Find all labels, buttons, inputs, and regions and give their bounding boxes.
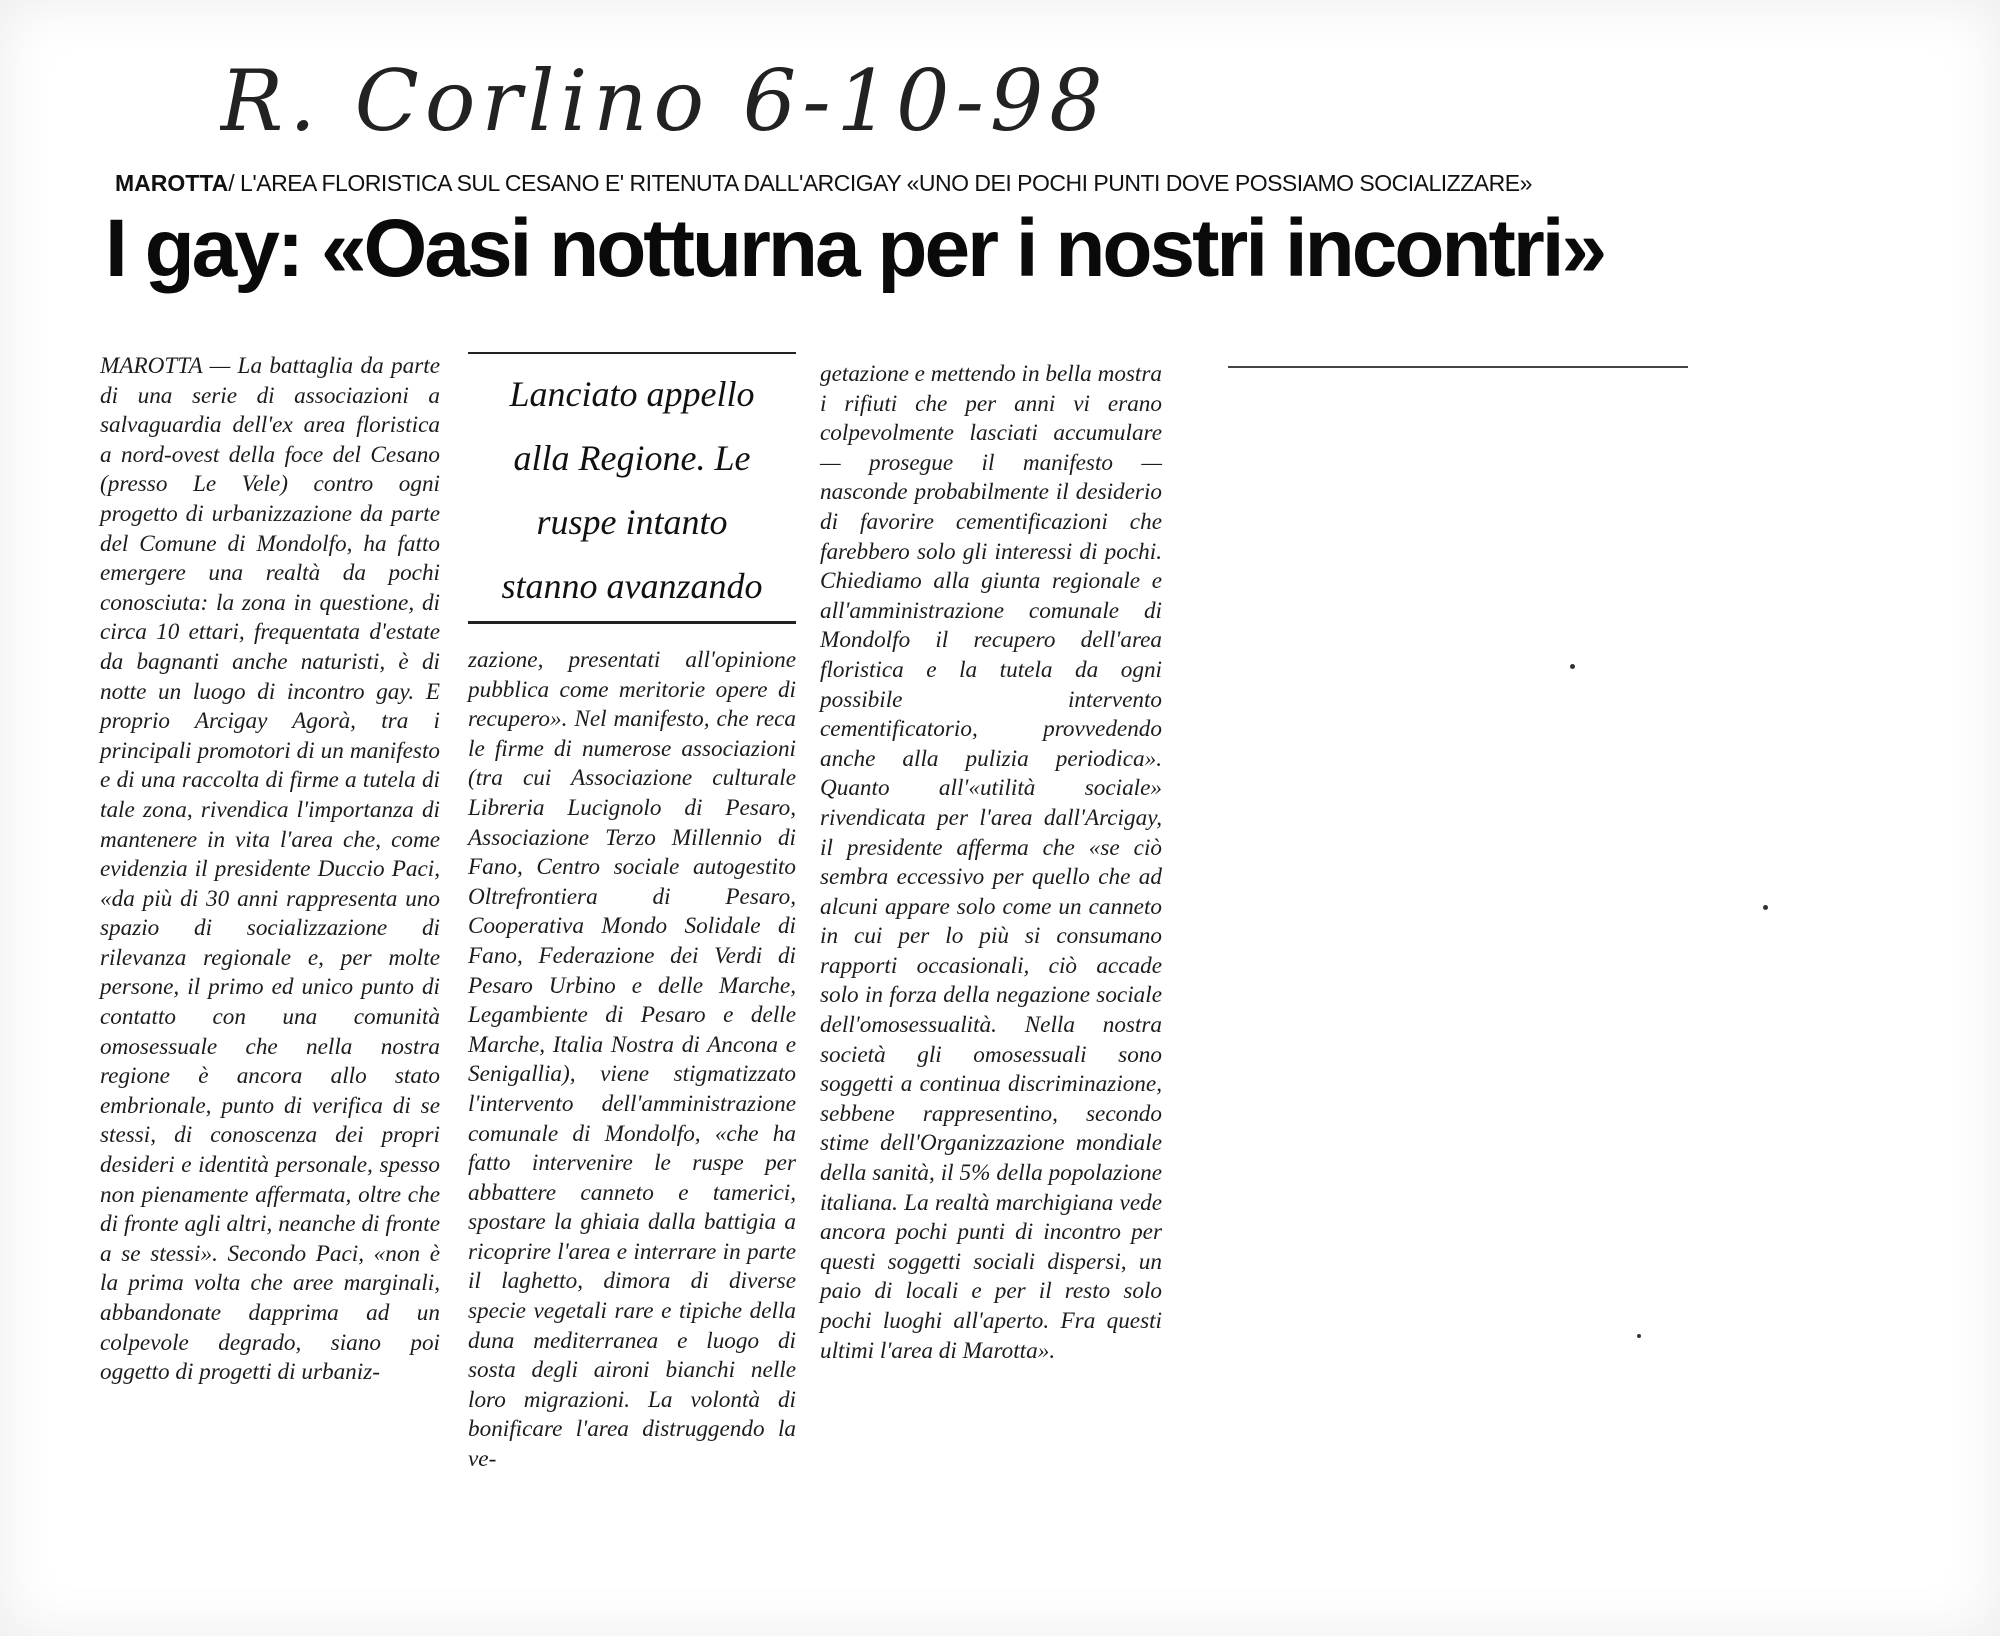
article-column-1-text: MAROTTA — La battaglia da parte di una serie di associazioni a salvaguardia dell'ex area floristica a nord-ovest della foce del Cesano (presso Le Vele) contro ogni progetto di urbanizzazione da parte del Comune di Mondolfo, ha fatto emergere una realtà da pochi conosciuta: la zona in questione, di circa 10 ettari, frequentata d'estate da bagnanti anche naturisti, è di notte un luogo di incontro gay. E proprio Arcigay Agorà, tra i principali promotori di un manifesto e di una raccolta di firme a tutela di tale zona, rivendica l'importanza di mantenere in vita l'area che, come evidenzia il presidente Duccio Paci, «da più di 30 anni rappresenta uno spazio di socializzazione di rilevanza regionale e, per molte persone, il primo ed unico punto di contatto con una comunità omosessuale che nella nostra regione è ancora allo stato embrionale, punto di verifica di se stessi, di conoscenza dei propri desideri e identità personale, spesso non pienamente affermata, oltre che di fronte agli altri, neanche di fronte a se stessi». Secondo Paci, «non è la prima volta che aree marginali, abbandonate dapprima ad un colpevole degrado, siano poi oggetto di progetti di urbaniz- [100, 353, 440, 1386]
pullquote-line-1: Lanciato appello [509, 374, 755, 414]
article-column-2 [468, 352, 796, 1475]
handwritten-note [220, 55, 1420, 155]
headline: I gay: «Oasi notturna per i nostri incontri» [105, 203, 1605, 294]
pullquote-line-4: stanno avanzando [501, 566, 763, 606]
scan-speck [1570, 664, 1575, 669]
column-rule [1228, 366, 1688, 368]
scan-speck [1763, 905, 1768, 910]
scan-speck [1637, 1334, 1641, 1338]
pullquote-line-2: alla Regione. Le [513, 438, 751, 478]
article-column-2-text: zazione, presentati all'opinione pubblica come meritorie opere di recupero». Nel manifesto, che reca le firme di numerose associazioni (tra cui Associazione culturale Libreria Lucignolo di Pesaro, Associazione Terzo Millennio di Fano, Centro sociale autogestito Oltrefrontiera di Pesaro, Cooperativa Mondo Solidale di Fano, Federazione dei Verdi di Pesaro Urbino e delle Marche, Legambiente di Pesaro e delle Marche, Italia Nostra di Ancona e Senigallia), viene stigmatizzato l'intervento dell'amministrazione comunale di Mondolfo, «che ha fatto intervenire le ruspe per abbattere canneto e tamerici, spostare la ghiaia dalla battigia a ricoprire l'area e interrare in parte il laghetto, dimora di diverse specie vegetali rare e tipiche della duna mediterranea e luogo di sosta degli aironi bianchi nelle loro migrazioni. La volontà di bonificare l'area distruggendo la ve- [468, 647, 796, 1473]
pullquote-line-3: ruspe intanto [536, 502, 728, 542]
article-column-3-text: getazione e mettendo in bella mostra i rifiuti che per anni vi erano colpevolmente lasciati accumulare — prosegue il manifesto — nasconde probabilmente il desiderio di favorire cementificazioni che farebbero solo gli interessi di pochi. Chiediamo alla giunta regionale e all'amministrazione comunale di Mondolfo il recupero dell'area floristica e la tutela da ogni possibile intervento cementificatorio, provvedendo anche alla pulizia periodica». Quanto all'«utilità sociale» rivendicata per l'area dall'Arcigay, il presidente afferma che «se ciò sembra eccessivo per quello che ad alcuni appare solo come un canneto in cui per lo più si consumano rapporti occasionali, ciò accade solo in forza della negazione sociale dell'omosessualità. Nella nostra società gli omosessuali sono soggetti a continua discriminazione, sebbene rappresentino, secondo stime dell'Organizzazione mondiale della sanità, il 5% della popolazione italiana. La realtà marchigiana vede ancora pochi punti di incontro per questi soggetti sociali dispersi, un paio di locali e per il resto solo pochi luoghi all'aperto. Fra questi ultimi l'area di Marotta». [820, 361, 1162, 1364]
article-column-3 [820, 360, 1162, 1366]
kicker-text: / L'AREA FLORISTICA SUL CESANO E' RITENUTA DALL'ARCIGAY «UNO DEI POCHI PUNTI DOVE POSSIAMO SOCIALIZZARE» [228, 170, 1532, 196]
handwritten-note-svg [220, 55, 1420, 155]
kicker [115, 170, 1835, 197]
article-column-1 [100, 352, 440, 1388]
kicker-place: MAROTTA [115, 170, 229, 196]
handwritten-note-text: R. Corlino 6-10-98 [220, 55, 1109, 150]
